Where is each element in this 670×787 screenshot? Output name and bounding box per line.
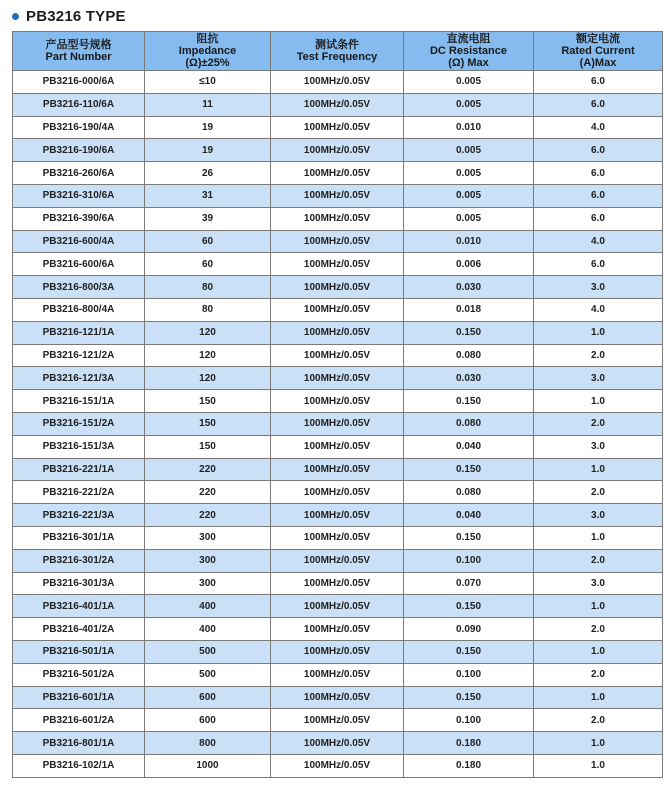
cell-part-number: PB3216-301/3A — [13, 572, 145, 595]
cell-impedance: 300 — [145, 526, 271, 549]
cell-dc-resistance: 0.070 — [404, 572, 534, 595]
cell-dc-resistance: 0.150 — [404, 526, 534, 549]
cell-part-number: PB3216-301/1A — [13, 526, 145, 549]
header-test-frequency — [271, 32, 404, 71]
cell-impedance: 220 — [145, 481, 271, 504]
cell-dc-resistance: 0.150 — [404, 458, 534, 481]
cell-impedance: 80 — [145, 276, 271, 299]
cell-rated-current: 6.0 — [534, 139, 663, 162]
cell-dc-resistance: 0.080 — [404, 481, 534, 504]
cell-rated-current: 6.0 — [534, 184, 663, 207]
table-row — [13, 640, 663, 663]
cell-part-number: PB3216-000/6A — [13, 71, 145, 94]
table-row — [13, 732, 663, 755]
spec-table — [12, 31, 663, 778]
cell-dc-resistance: 0.180 — [404, 754, 534, 777]
cell-test-frequency: 100MHz/0.05V — [271, 754, 404, 777]
cell-rated-current: 1.0 — [534, 686, 663, 709]
cell-dc-resistance: 0.010 — [404, 116, 534, 139]
cell-impedance: 150 — [145, 390, 271, 413]
cell-test-frequency: 100MHz/0.05V — [271, 686, 404, 709]
table-row — [13, 686, 663, 709]
header-en: DC Resistance — [429, 45, 508, 57]
header-en: Rated Current — [561, 45, 635, 57]
cell-test-frequency: 100MHz/0.05V — [271, 390, 404, 413]
cell-test-frequency: 100MHz/0.05V — [271, 93, 404, 116]
cell-part-number: PB3216-800/4A — [13, 298, 145, 321]
cell-rated-current: 3.0 — [534, 572, 663, 595]
cell-impedance: 120 — [145, 367, 271, 390]
cell-part-number: PB3216-260/6A — [13, 162, 145, 185]
cell-impedance: 150 — [145, 435, 271, 458]
spec-table-body — [13, 71, 663, 778]
cell-part-number: PB3216-600/4A — [13, 230, 145, 253]
cell-impedance: 19 — [145, 139, 271, 162]
cell-test-frequency: 100MHz/0.05V — [271, 116, 404, 139]
cell-part-number: PB3216-121/2A — [13, 344, 145, 367]
cell-rated-current: 2.0 — [534, 709, 663, 732]
cell-part-number: PB3216-221/3A — [13, 504, 145, 527]
cell-impedance: 26 — [145, 162, 271, 185]
header-impedance — [145, 32, 271, 71]
cell-impedance: 800 — [145, 732, 271, 755]
cell-rated-current: 2.0 — [534, 618, 663, 641]
table-row — [13, 549, 663, 572]
cell-test-frequency: 100MHz/0.05V — [271, 321, 404, 344]
cell-rated-current: 1.0 — [534, 640, 663, 663]
spec-table-header — [13, 32, 663, 71]
bullet-dot-icon — [12, 13, 19, 20]
header-en: Test Frequency — [296, 51, 378, 63]
cell-test-frequency: 100MHz/0.05V — [271, 207, 404, 230]
cell-impedance: 300 — [145, 549, 271, 572]
cell-impedance: 11 — [145, 93, 271, 116]
cell-part-number: PB3216-121/3A — [13, 367, 145, 390]
cell-rated-current: 3.0 — [534, 435, 663, 458]
header-en: Impedance — [178, 45, 237, 57]
header-row — [13, 32, 663, 71]
cell-part-number: PB3216-310/6A — [13, 184, 145, 207]
header-en-unit: (A)Max — [579, 57, 617, 69]
table-row — [13, 298, 663, 321]
cell-dc-resistance: 0.080 — [404, 344, 534, 367]
cell-part-number: PB3216-401/1A — [13, 595, 145, 618]
table-row — [13, 595, 663, 618]
table-row — [13, 504, 663, 527]
cell-rated-current: 2.0 — [534, 663, 663, 686]
table-row — [13, 412, 663, 435]
cell-impedance: 80 — [145, 298, 271, 321]
cell-dc-resistance: 0.040 — [404, 504, 534, 527]
header-dc-resistance — [404, 32, 534, 71]
header-en: Part Number — [45, 51, 112, 63]
cell-dc-resistance: 0.005 — [404, 93, 534, 116]
table-row — [13, 367, 663, 390]
cell-part-number: PB3216-501/1A — [13, 640, 145, 663]
cell-rated-current: 6.0 — [534, 162, 663, 185]
cell-impedance: 19 — [145, 116, 271, 139]
cell-test-frequency: 100MHz/0.05V — [271, 504, 404, 527]
cell-impedance: 60 — [145, 253, 271, 276]
cell-test-frequency: 100MHz/0.05V — [271, 526, 404, 549]
cell-part-number: PB3216-390/6A — [13, 207, 145, 230]
cell-test-frequency: 100MHz/0.05V — [271, 435, 404, 458]
cell-rated-current: 1.0 — [534, 390, 663, 413]
cell-rated-current: 1.0 — [534, 732, 663, 755]
cell-dc-resistance: 0.090 — [404, 618, 534, 641]
cell-impedance: 500 — [145, 663, 271, 686]
cell-test-frequency: 100MHz/0.05V — [271, 344, 404, 367]
cell-rated-current: 3.0 — [534, 276, 663, 299]
cell-test-frequency: 100MHz/0.05V — [271, 230, 404, 253]
cell-rated-current: 6.0 — [534, 207, 663, 230]
header-rated-current — [534, 32, 663, 71]
cell-test-frequency: 100MHz/0.05V — [271, 367, 404, 390]
cell-test-frequency: 100MHz/0.05V — [271, 276, 404, 299]
table-row — [13, 754, 663, 777]
cell-test-frequency: 100MHz/0.05V — [271, 709, 404, 732]
table-row — [13, 526, 663, 549]
cell-dc-resistance: 0.010 — [404, 230, 534, 253]
cell-dc-resistance: 0.005 — [404, 207, 534, 230]
table-row — [13, 344, 663, 367]
cell-dc-resistance: 0.150 — [404, 321, 534, 344]
cell-test-frequency: 100MHz/0.05V — [271, 572, 404, 595]
cell-part-number: PB3216-102/1A — [13, 754, 145, 777]
cell-rated-current: 4.0 — [534, 230, 663, 253]
cell-dc-resistance: 0.080 — [404, 412, 534, 435]
table-row — [13, 321, 663, 344]
cell-test-frequency: 100MHz/0.05V — [271, 412, 404, 435]
cell-impedance: 31 — [145, 184, 271, 207]
cell-rated-current: 6.0 — [534, 71, 663, 94]
cell-test-frequency: 100MHz/0.05V — [271, 253, 404, 276]
cell-impedance: 39 — [145, 207, 271, 230]
table-row — [13, 116, 663, 139]
cell-part-number: PB3216-501/2A — [13, 663, 145, 686]
header-cn: 测试条件 — [315, 39, 359, 51]
table-row — [13, 618, 663, 641]
table-row — [13, 253, 663, 276]
cell-test-frequency: 100MHz/0.05V — [271, 732, 404, 755]
cell-dc-resistance: 0.005 — [404, 139, 534, 162]
header-cn: 额定电流 — [576, 33, 620, 45]
cell-impedance: 1000 — [145, 754, 271, 777]
cell-rated-current: 3.0 — [534, 504, 663, 527]
cell-test-frequency: 100MHz/0.05V — [271, 549, 404, 572]
cell-part-number: PB3216-190/6A — [13, 139, 145, 162]
cell-impedance: 220 — [145, 504, 271, 527]
cell-part-number: PB3216-151/1A — [13, 390, 145, 413]
cell-part-number: PB3216-110/6A — [13, 93, 145, 116]
cell-test-frequency: 100MHz/0.05V — [271, 71, 404, 94]
cell-rated-current: 1.0 — [534, 526, 663, 549]
cell-impedance: 600 — [145, 686, 271, 709]
section-title — [12, 6, 126, 26]
cell-rated-current: 2.0 — [534, 481, 663, 504]
table-row — [13, 435, 663, 458]
cell-dc-resistance: 0.150 — [404, 640, 534, 663]
table-row — [13, 663, 663, 686]
table-row — [13, 162, 663, 185]
cell-test-frequency: 100MHz/0.05V — [271, 595, 404, 618]
cell-dc-resistance: 0.005 — [404, 71, 534, 94]
table-row — [13, 139, 663, 162]
cell-test-frequency: 100MHz/0.05V — [271, 618, 404, 641]
table-row — [13, 276, 663, 299]
cell-dc-resistance: 0.180 — [404, 732, 534, 755]
cell-rated-current: 4.0 — [534, 116, 663, 139]
cell-part-number: PB3216-601/1A — [13, 686, 145, 709]
cell-part-number: PB3216-401/2A — [13, 618, 145, 641]
cell-impedance: 400 — [145, 595, 271, 618]
cell-dc-resistance: 0.005 — [404, 162, 534, 185]
cell-impedance: 600 — [145, 709, 271, 732]
cell-test-frequency: 100MHz/0.05V — [271, 139, 404, 162]
cell-rated-current: 1.0 — [534, 754, 663, 777]
cell-test-frequency: 100MHz/0.05V — [271, 640, 404, 663]
cell-rated-current: 2.0 — [534, 549, 663, 572]
cell-test-frequency: 100MHz/0.05V — [271, 184, 404, 207]
cell-dc-resistance: 0.030 — [404, 276, 534, 299]
table-row — [13, 390, 663, 413]
table-row — [13, 572, 663, 595]
cell-dc-resistance: 0.150 — [404, 686, 534, 709]
table-row — [13, 207, 663, 230]
cell-impedance: 120 — [145, 321, 271, 344]
cell-dc-resistance: 0.030 — [404, 367, 534, 390]
cell-part-number: PB3216-121/1A — [13, 321, 145, 344]
cell-test-frequency: 100MHz/0.05V — [271, 481, 404, 504]
cell-dc-resistance: 0.006 — [404, 253, 534, 276]
header-en-unit: (Ω) Max — [448, 57, 489, 69]
table-row — [13, 93, 663, 116]
cell-part-number: PB3216-151/2A — [13, 412, 145, 435]
cell-dc-resistance: 0.100 — [404, 709, 534, 732]
table-row — [13, 230, 663, 253]
section-title-text: PB3216 TYPE — [26, 7, 126, 25]
cell-dc-resistance: 0.005 — [404, 184, 534, 207]
cell-rated-current: 2.0 — [534, 412, 663, 435]
cell-impedance: 220 — [145, 458, 271, 481]
cell-impedance: 60 — [145, 230, 271, 253]
cell-impedance: 300 — [145, 572, 271, 595]
cell-dc-resistance: 0.150 — [404, 390, 534, 413]
cell-part-number: PB3216-600/6A — [13, 253, 145, 276]
cell-rated-current: 2.0 — [534, 344, 663, 367]
cell-rated-current: 4.0 — [534, 298, 663, 321]
header-cn: 产品型号规格 — [45, 39, 112, 51]
cell-part-number: PB3216-801/1A — [13, 732, 145, 755]
cell-part-number: PB3216-601/2A — [13, 709, 145, 732]
cell-test-frequency: 100MHz/0.05V — [271, 663, 404, 686]
cell-dc-resistance: 0.100 — [404, 663, 534, 686]
cell-impedance: ≤10 — [145, 71, 271, 94]
table-row — [13, 71, 663, 94]
cell-impedance: 150 — [145, 412, 271, 435]
cell-part-number: PB3216-221/2A — [13, 481, 145, 504]
cell-impedance: 120 — [145, 344, 271, 367]
cell-rated-current: 6.0 — [534, 253, 663, 276]
cell-test-frequency: 100MHz/0.05V — [271, 298, 404, 321]
cell-dc-resistance: 0.018 — [404, 298, 534, 321]
cell-impedance: 500 — [145, 640, 271, 663]
cell-part-number: PB3216-151/3A — [13, 435, 145, 458]
cell-rated-current: 1.0 — [534, 458, 663, 481]
cell-dc-resistance: 0.040 — [404, 435, 534, 458]
table-row — [13, 458, 663, 481]
cell-part-number: PB3216-800/3A — [13, 276, 145, 299]
cell-part-number: PB3216-221/1A — [13, 458, 145, 481]
header-cn: 直流电阻 — [446, 33, 491, 45]
header-en-unit: (Ω)±25% — [185, 57, 230, 69]
cell-test-frequency: 100MHz/0.05V — [271, 162, 404, 185]
cell-test-frequency: 100MHz/0.05V — [271, 458, 404, 481]
cell-dc-resistance: 0.150 — [404, 595, 534, 618]
header-part-number — [13, 32, 145, 71]
cell-part-number: PB3216-190/4A — [13, 116, 145, 139]
table-row — [13, 481, 663, 504]
table-row — [13, 709, 663, 732]
header-cn: 阻抗 — [196, 33, 219, 45]
cell-rated-current: 6.0 — [534, 93, 663, 116]
cell-part-number: PB3216-301/2A — [13, 549, 145, 572]
cell-rated-current: 3.0 — [534, 367, 663, 390]
cell-rated-current: 1.0 — [534, 595, 663, 618]
cell-rated-current: 1.0 — [534, 321, 663, 344]
cell-dc-resistance: 0.100 — [404, 549, 534, 572]
table-row — [13, 184, 663, 207]
cell-impedance: 400 — [145, 618, 271, 641]
